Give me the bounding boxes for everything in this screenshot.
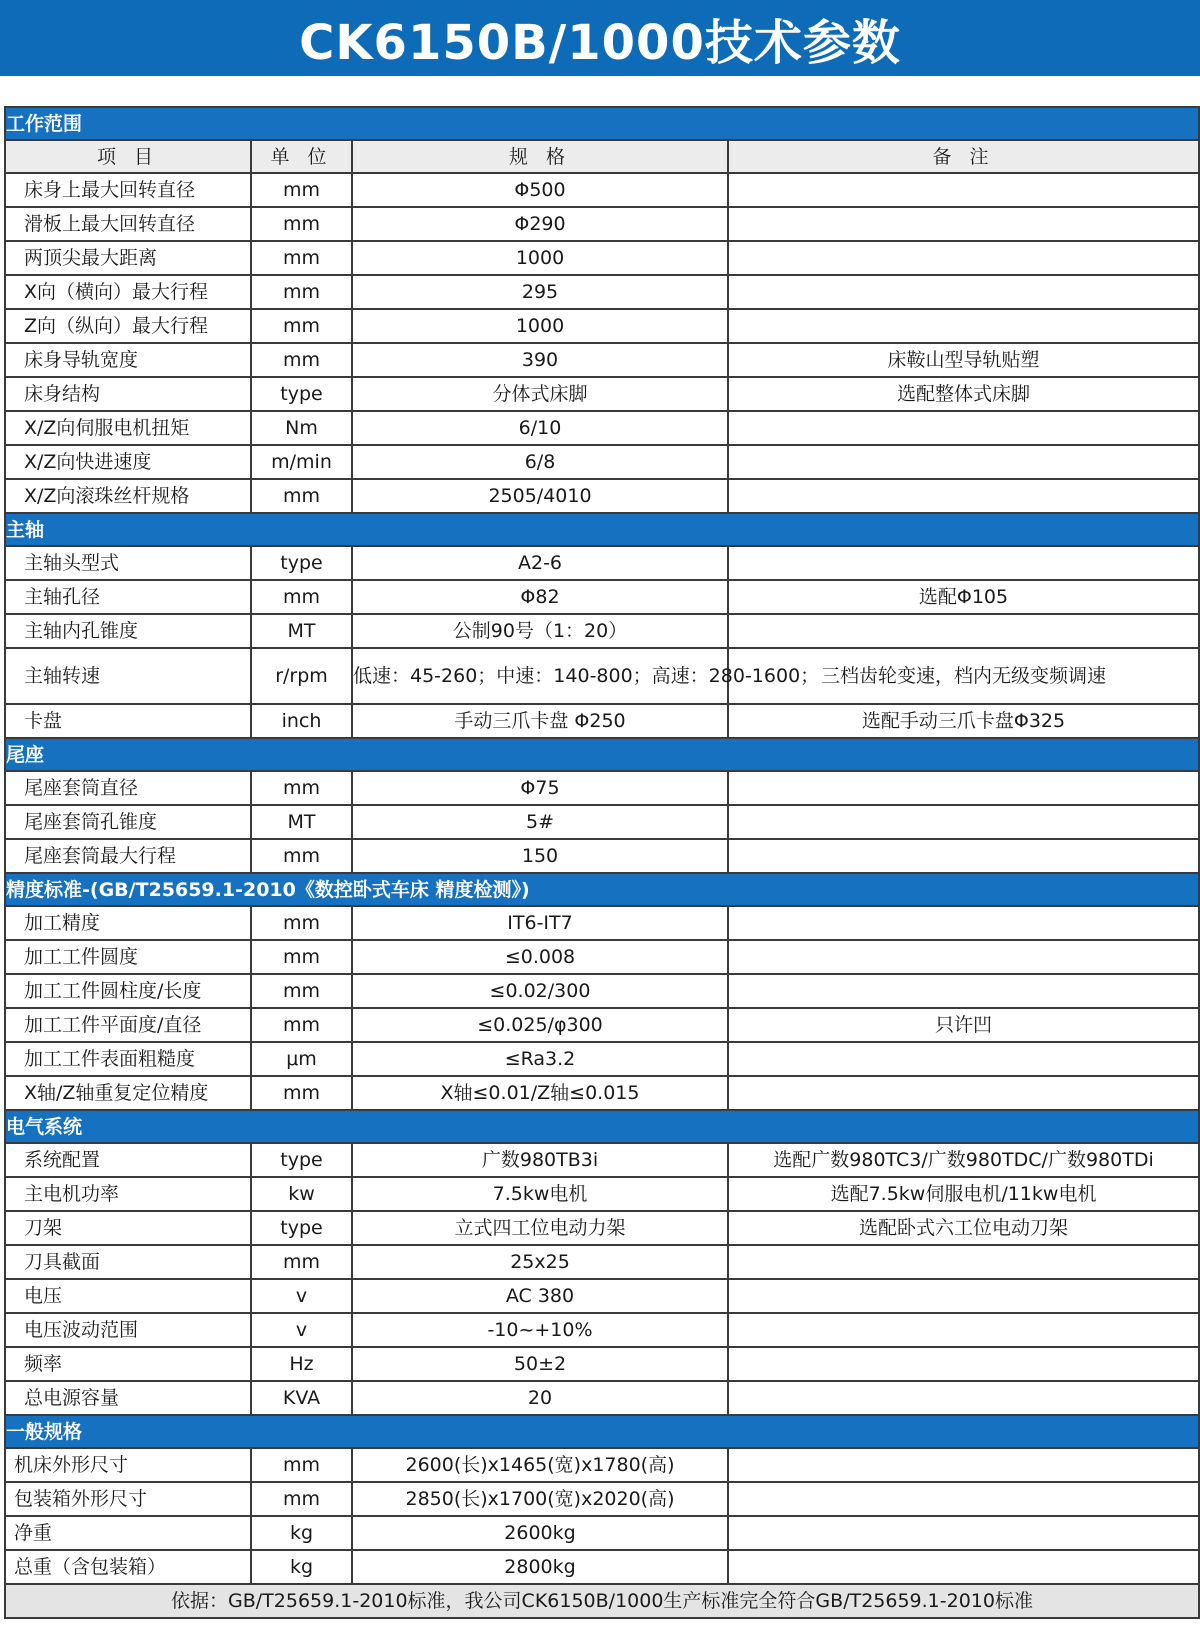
cell-item: 电压 bbox=[5, 1279, 251, 1313]
cell-note bbox=[728, 906, 1199, 940]
cell-spec: 2800kg bbox=[352, 1550, 728, 1584]
table-row bbox=[5, 906, 1199, 940]
table-row bbox=[5, 1076, 1199, 1110]
cell-unit: mm bbox=[251, 1448, 352, 1482]
cell-unit: mm bbox=[251, 906, 352, 940]
cell-note: 选配整体式床脚 bbox=[728, 377, 1199, 411]
cell-note bbox=[728, 771, 1199, 805]
cell-note bbox=[728, 207, 1199, 241]
cell-unit: MT bbox=[251, 805, 352, 839]
title-banner bbox=[0, 0, 1200, 76]
cell-unit: r/rpm bbox=[251, 648, 352, 704]
cell-item: Z向（纵向）最大行程 bbox=[5, 309, 251, 343]
cell-unit: mm bbox=[251, 275, 352, 309]
cell-unit: μm bbox=[251, 1042, 352, 1076]
cell-unit: mm bbox=[251, 173, 352, 207]
cell-spec: 2600(长)x1465(宽)x1780(高) bbox=[352, 1448, 728, 1482]
cell-note bbox=[728, 1448, 1199, 1482]
cell-item: 总电源容量 bbox=[5, 1381, 251, 1415]
table-row bbox=[5, 1381, 1199, 1415]
cell-unit: mm bbox=[251, 309, 352, 343]
cell-unit: mm bbox=[251, 1482, 352, 1516]
cell-note bbox=[728, 940, 1199, 974]
cell-note bbox=[728, 1381, 1199, 1415]
cell-spec: X轴≤0.01/Z轴≤0.015 bbox=[352, 1076, 728, 1110]
section-header bbox=[5, 738, 1199, 771]
cell-note bbox=[728, 1347, 1199, 1381]
cell-item: 两顶尖最大距离 bbox=[5, 241, 251, 275]
cell-note bbox=[728, 1482, 1199, 1516]
cell-unit: mm bbox=[251, 207, 352, 241]
table-row bbox=[5, 805, 1199, 839]
table-row bbox=[5, 648, 1199, 704]
cell-item: X/Z向滚珠丝杆规格 bbox=[5, 479, 251, 513]
cell-spec: 2600kg bbox=[352, 1516, 728, 1550]
cell-spec: 6/8 bbox=[352, 445, 728, 479]
table-row bbox=[5, 1279, 1199, 1313]
section-header bbox=[5, 1415, 1199, 1448]
cell-unit: kw bbox=[251, 1177, 352, 1211]
table-row bbox=[5, 580, 1199, 614]
cell-spec: A2-6 bbox=[352, 546, 728, 580]
cell-item: 尾座套筒孔锥度 bbox=[5, 805, 251, 839]
cell-unit: mm bbox=[251, 1008, 352, 1042]
cell-note bbox=[728, 275, 1199, 309]
cell-item: 包装箱外形尺寸 bbox=[5, 1482, 251, 1516]
cell-note bbox=[728, 1313, 1199, 1347]
cell-item: 加工工件表面粗糙度 bbox=[5, 1042, 251, 1076]
cell-spec: ≤0.025/φ300 bbox=[352, 1008, 728, 1042]
cell-note: 床鞍山型导轨贴塑 bbox=[728, 343, 1199, 377]
cell-item: X轴/Z轴重复定位精度 bbox=[5, 1076, 251, 1110]
column-header-row bbox=[5, 140, 1199, 173]
cell-spec: 2505/4010 bbox=[352, 479, 728, 513]
cell-note: 选配广数980TC3/广数980TDC/广数980TDi bbox=[728, 1143, 1199, 1177]
table-row bbox=[5, 1347, 1199, 1381]
table-row bbox=[5, 173, 1199, 207]
section-header bbox=[5, 513, 1199, 546]
spec-table-body bbox=[5, 107, 1199, 1618]
cell-spec: AC 380 bbox=[352, 1279, 728, 1313]
cell-spec: 7.5kw电机 bbox=[352, 1177, 728, 1211]
cell-note bbox=[728, 614, 1199, 648]
table-row bbox=[5, 1042, 1199, 1076]
cell-item: 滑板上最大回转直径 bbox=[5, 207, 251, 241]
cell-unit: kg bbox=[251, 1516, 352, 1550]
footer-row bbox=[5, 1584, 1199, 1618]
table-row bbox=[5, 411, 1199, 445]
cell-note bbox=[728, 445, 1199, 479]
cell-unit: mm bbox=[251, 974, 352, 1008]
cell-spec: ≤Ra3.2 bbox=[352, 1042, 728, 1076]
table-row bbox=[5, 1448, 1199, 1482]
cell-spec: ≤0.02/300 bbox=[352, 974, 728, 1008]
table-row bbox=[5, 940, 1199, 974]
cell-unit: mm bbox=[251, 771, 352, 805]
table-row bbox=[5, 1482, 1199, 1516]
cell-item: 卡盘 bbox=[5, 704, 251, 738]
cell-note bbox=[728, 1042, 1199, 1076]
footer-note: 依据：GB/T25659.1-2010标准，我公司CK6150B/1000生产标准完全符合GB/T25659.1-2010标准 bbox=[5, 1584, 1199, 1618]
cell-item: X/Z向伺服电机扭矩 bbox=[5, 411, 251, 445]
cell-unit: kg bbox=[251, 1550, 352, 1584]
table-row bbox=[5, 241, 1199, 275]
cell-note bbox=[728, 241, 1199, 275]
column-header-item: 项 目 bbox=[5, 140, 251, 173]
cell-spec: 295 bbox=[352, 275, 728, 309]
cell-spec: 1000 bbox=[352, 241, 728, 275]
cell-note: 三档齿轮变速，档内无级变频调速 bbox=[728, 648, 1199, 704]
cell-spec: 25x25 bbox=[352, 1245, 728, 1279]
cell-item: 总重（含包装箱） bbox=[5, 1550, 251, 1584]
cell-spec: Φ82 bbox=[352, 580, 728, 614]
cell-note bbox=[728, 1076, 1199, 1110]
cell-item: 加工工件圆柱度/长度 bbox=[5, 974, 251, 1008]
table-row bbox=[5, 1177, 1199, 1211]
cell-spec: IT6-IT7 bbox=[352, 906, 728, 940]
cell-unit: type bbox=[251, 1143, 352, 1177]
cell-item: 加工工件平面度/直径 bbox=[5, 1008, 251, 1042]
cell-note bbox=[728, 974, 1199, 1008]
cell-item: 主轴头型式 bbox=[5, 546, 251, 580]
cell-unit: m/min bbox=[251, 445, 352, 479]
section-title: 工作范围 bbox=[5, 107, 1199, 140]
table-row bbox=[5, 309, 1199, 343]
table-row bbox=[5, 614, 1199, 648]
cell-item: 尾座套筒直径 bbox=[5, 771, 251, 805]
cell-spec: 390 bbox=[352, 343, 728, 377]
section-title: 精度标准-(GB/T25659.1-2010《数控卧式车床 精度检测》) bbox=[5, 873, 1199, 906]
cell-unit: Nm bbox=[251, 411, 352, 445]
cell-spec: 分体式床脚 bbox=[352, 377, 728, 411]
cell-item: 主轴内孔锥度 bbox=[5, 614, 251, 648]
table-row bbox=[5, 343, 1199, 377]
table-row bbox=[5, 546, 1199, 580]
table-row bbox=[5, 839, 1199, 873]
cell-unit: type bbox=[251, 546, 352, 580]
cell-spec: 150 bbox=[352, 839, 728, 873]
page-title: CK6150B/1000技术参数 bbox=[299, 14, 901, 71]
table-row bbox=[5, 1313, 1199, 1347]
cell-item: 主轴转速 bbox=[5, 648, 251, 704]
column-header-note: 备 注 bbox=[728, 140, 1199, 173]
table-row bbox=[5, 1516, 1199, 1550]
cell-note: 只许凹 bbox=[728, 1008, 1199, 1042]
cell-unit: mm bbox=[251, 241, 352, 275]
cell-item: 净重 bbox=[5, 1516, 251, 1550]
cell-item: X向（横向）最大行程 bbox=[5, 275, 251, 309]
cell-unit: inch bbox=[251, 704, 352, 738]
cell-item: X/Z向快进速度 bbox=[5, 445, 251, 479]
cell-note bbox=[728, 805, 1199, 839]
table-row bbox=[5, 704, 1199, 738]
cell-item: 刀具截面 bbox=[5, 1245, 251, 1279]
cell-spec: Φ75 bbox=[352, 771, 728, 805]
cell-unit: mm bbox=[251, 940, 352, 974]
cell-note bbox=[728, 1516, 1199, 1550]
section-header bbox=[5, 107, 1199, 140]
cell-note bbox=[728, 309, 1199, 343]
cell-note bbox=[728, 411, 1199, 445]
table-row bbox=[5, 1245, 1199, 1279]
cell-spec: 立式四工位电动力架 bbox=[352, 1211, 728, 1245]
cell-spec: 广数980TB3i bbox=[352, 1143, 728, 1177]
cell-unit: KVA bbox=[251, 1381, 352, 1415]
cell-note: 选配Φ105 bbox=[728, 580, 1199, 614]
table-row bbox=[5, 1008, 1199, 1042]
table-row bbox=[5, 479, 1199, 513]
cell-unit: type bbox=[251, 1211, 352, 1245]
table-row bbox=[5, 445, 1199, 479]
cell-spec: 低速：45-260；中速：140-800；高速：280-1600； bbox=[352, 648, 728, 704]
column-header-spec: 规 格 bbox=[352, 140, 728, 173]
cell-unit: mm bbox=[251, 580, 352, 614]
cell-note bbox=[728, 1279, 1199, 1313]
cell-item: 频率 bbox=[5, 1347, 251, 1381]
cell-item: 床身结构 bbox=[5, 377, 251, 411]
cell-item: 床身上最大回转直径 bbox=[5, 173, 251, 207]
table-row bbox=[5, 207, 1199, 241]
cell-item: 系统配置 bbox=[5, 1143, 251, 1177]
cell-unit: mm bbox=[251, 1245, 352, 1279]
cell-note bbox=[728, 839, 1199, 873]
cell-spec: Φ500 bbox=[352, 173, 728, 207]
table-row bbox=[5, 974, 1199, 1008]
cell-item: 床身导轨宽度 bbox=[5, 343, 251, 377]
cell-note: 选配卧式六工位电动刀架 bbox=[728, 1211, 1199, 1245]
cell-unit: mm bbox=[251, 1076, 352, 1110]
section-header bbox=[5, 873, 1199, 906]
cell-unit: Hz bbox=[251, 1347, 352, 1381]
cell-spec: 20 bbox=[352, 1381, 728, 1415]
cell-note: 选配手动三爪卡盘Φ325 bbox=[728, 704, 1199, 738]
cell-note bbox=[728, 1550, 1199, 1584]
section-title: 主轴 bbox=[5, 513, 1199, 546]
cell-item: 加工精度 bbox=[5, 906, 251, 940]
cell-spec: Φ290 bbox=[352, 207, 728, 241]
cell-spec: 1000 bbox=[352, 309, 728, 343]
column-header-unit: 单 位 bbox=[251, 140, 352, 173]
cell-note: 选配7.5kw伺服电机/11kw电机 bbox=[728, 1177, 1199, 1211]
cell-note bbox=[728, 479, 1199, 513]
section-title: 尾座 bbox=[5, 738, 1199, 771]
cell-item: 机床外形尺寸 bbox=[5, 1448, 251, 1482]
spec-table bbox=[4, 106, 1200, 1619]
cell-spec: ≤0.008 bbox=[352, 940, 728, 974]
cell-item: 尾座套筒最大行程 bbox=[5, 839, 251, 873]
cell-spec: 50±2 bbox=[352, 1347, 728, 1381]
table-row bbox=[5, 1143, 1199, 1177]
cell-item: 刀架 bbox=[5, 1211, 251, 1245]
table-row bbox=[5, 1211, 1199, 1245]
cell-spec: 2850(长)x1700(宽)x2020(高) bbox=[352, 1482, 728, 1516]
cell-spec: 公制90号（1：20） bbox=[352, 614, 728, 648]
cell-spec: 6/10 bbox=[352, 411, 728, 445]
cell-unit: v bbox=[251, 1279, 352, 1313]
cell-spec: 5# bbox=[352, 805, 728, 839]
cell-item: 主轴孔径 bbox=[5, 580, 251, 614]
section-header bbox=[5, 1110, 1199, 1143]
cell-note bbox=[728, 1245, 1199, 1279]
cell-unit: mm bbox=[251, 343, 352, 377]
cell-unit: mm bbox=[251, 479, 352, 513]
section-title: 电气系统 bbox=[5, 1110, 1199, 1143]
cell-spec: 手动三爪卡盘 Φ250 bbox=[352, 704, 728, 738]
table-row bbox=[5, 377, 1199, 411]
cell-item: 电压波动范围 bbox=[5, 1313, 251, 1347]
cell-item: 加工工件圆度 bbox=[5, 940, 251, 974]
cell-item: 主电机功率 bbox=[5, 1177, 251, 1211]
cell-unit: MT bbox=[251, 614, 352, 648]
cell-note bbox=[728, 173, 1199, 207]
cell-unit: type bbox=[251, 377, 352, 411]
table-row bbox=[5, 771, 1199, 805]
section-title: 一般规格 bbox=[5, 1415, 1199, 1448]
cell-unit: v bbox=[251, 1313, 352, 1347]
table-row bbox=[5, 1550, 1199, 1584]
cell-spec: -10~+10% bbox=[352, 1313, 728, 1347]
cell-note bbox=[728, 546, 1199, 580]
cell-unit: mm bbox=[251, 839, 352, 873]
table-row bbox=[5, 275, 1199, 309]
